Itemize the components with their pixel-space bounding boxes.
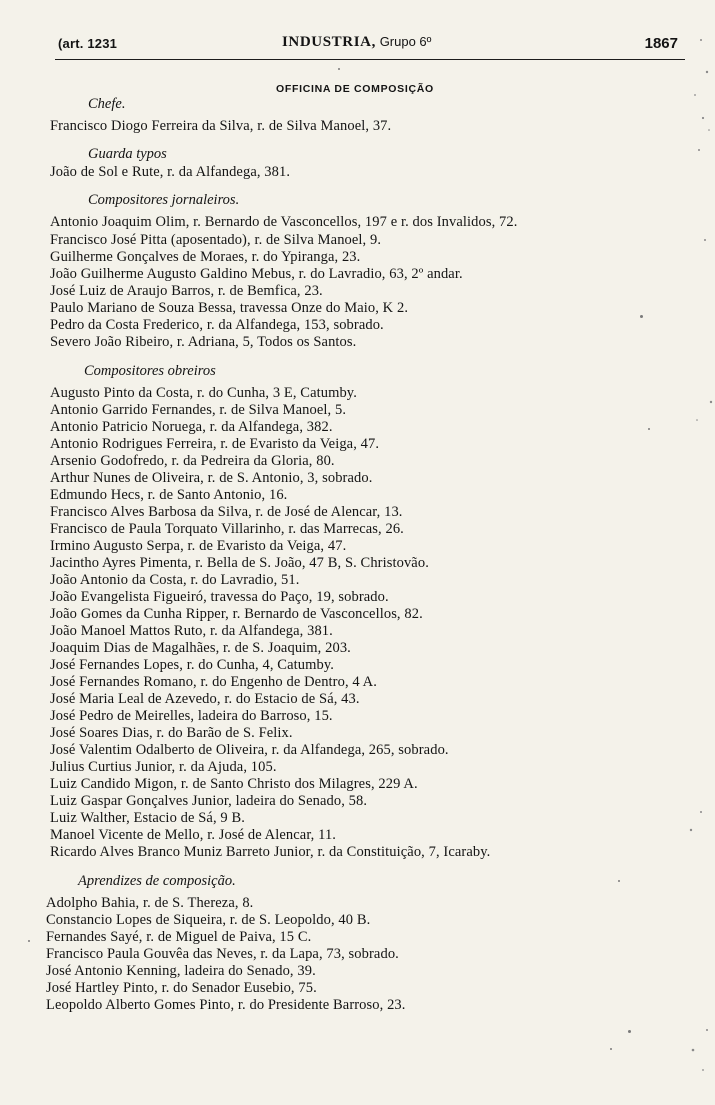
list-item: Arsenio Godofredo, r. da Pedreira da Gloria, 80.	[50, 453, 335, 469]
speck	[640, 315, 643, 318]
list-item: José Pedro de Meirelles, ladeira do Barroso, 15.	[50, 708, 333, 724]
list-item: Pedro da Costa Frederico, r. da Alfandega, 153, sobrado.	[50, 317, 384, 333]
section-heading-chefe: Chefe.	[88, 96, 126, 112]
list-item: Julius Curtius Junior, r. da Ajuda, 105.	[50, 759, 277, 775]
list-item: José Soares Dias, r. do Barão de S. Felix.	[50, 725, 293, 741]
list-item: João de Sol e Rute, r. da Alfandega, 381.	[50, 164, 291, 180]
list-item: Francisco José Pitta (aposentado), r. de Silva Manoel, 9.	[50, 232, 382, 248]
list-item: Luiz Walther, Estacio de Sá, 9 B.	[50, 810, 245, 826]
speck	[338, 68, 340, 70]
list-item: José Antonio Kenning, ladeira do Senado, 39.	[46, 963, 316, 979]
list-item: João Gomes da Cunha Ripper, r. Bernardo de Vasconcellos, 82.	[50, 606, 423, 622]
list-item: João Evangelista Figueiró, travessa do Paço, 19, sobrado.	[50, 589, 389, 605]
list-item: José Hartley Pinto, r. do Senador Eusebio, 75.	[46, 980, 317, 996]
scan-edge-noise	[681, 0, 715, 1105]
speck	[618, 880, 620, 882]
speck	[610, 1048, 612, 1050]
list-item: José Fernandes Romano, r. do Engenho de Dentro, 4 A.	[50, 674, 377, 690]
section-heading-aprendizes: Aprendizes de composição.	[78, 873, 236, 889]
speck	[648, 428, 650, 430]
list-item: Arthur Nunes de Oliveira, r. de S. Antonio, 3, sobrado.	[50, 470, 373, 486]
list-item: Fernandes Sayé, r. de Miguel de Paiva, 15 C.	[46, 929, 312, 945]
list-item: Manoel Vicente de Mello, r. José de Alencar, 11.	[50, 827, 337, 843]
list-item: Joaquim Dias de Magalhães, r. de S. Joaquim, 203.	[50, 640, 351, 656]
list-item: José Valentim Odalberto de Oliveira, r. da Alfandega, 265, sobrado.	[50, 742, 449, 758]
list-item: José Fernandes Lopes, r. do Cunha, 4, Catumby.	[50, 657, 334, 673]
page-header	[50, 34, 682, 54]
section-heading-guarda-typos: Guarda typos	[88, 146, 167, 162]
list-item: José Maria Leal de Azevedo, r. do Estacio de Sá, 43.	[50, 691, 360, 707]
list-item: Augusto Pinto da Costa, r. do Cunha, 3 E, Catumby.	[50, 385, 357, 401]
list-item: Luiz Candido Migon, r. de Santo Christo dos Milagres, 229 A.	[50, 776, 418, 792]
list-item: Irmino Augusto Serpa, r. de Evaristo da Veiga, 47.	[50, 538, 347, 554]
page-number: 1867	[644, 35, 678, 52]
list-item: Francisco de Paula Torquato Villarinho, r. das Marrecas, 26.	[50, 521, 404, 537]
list-item: Antonio Patricio Noruega, r. da Alfandega, 382.	[50, 419, 333, 435]
list-item: Antonio Garrido Fernandes, r. de Silva Manoel, 5.	[50, 402, 347, 418]
list-item: Constancio Lopes de Siqueira, r. de S. Leopoldo, 40 B.	[46, 912, 371, 928]
list-item: Francisco Diogo Ferreira da Silva, r. de Silva Manoel, 37.	[50, 118, 392, 134]
header-article-ref: (art. 1231	[58, 36, 118, 51]
list-item: Edmundo Hecs, r. de Santo Antonio, 16.	[50, 487, 288, 503]
header-rule	[55, 59, 685, 60]
list-item: Luiz Gaspar Gonçalves Junior, ladeira do Senado, 58.	[50, 793, 368, 809]
list-item: João Manoel Mattos Ruto, r. da Alfandega, 381.	[50, 623, 333, 639]
header-publication: INDUSTRIA,	[282, 34, 376, 50]
list-item: Adolpho Bahia, r. de S. Thereza, 8.	[46, 895, 254, 911]
speck	[28, 940, 30, 942]
list-item: Francisco Paula Gouvêa das Neves, r. da Lapa, 73, sobrado.	[46, 946, 399, 962]
list-item: Francisco Alves Barbosa da Silva, r. de José de Alencar, 13.	[50, 504, 403, 520]
list-item: Antonio Joaquim Olim, r. Bernardo de Vasconcellos, 197 e r. dos Invalidos, 72.	[50, 214, 518, 230]
header-title	[282, 34, 431, 51]
list-item: Guilherme Gonçalves de Moraes, r. do Ypiranga, 23.	[50, 249, 361, 265]
section-heading-compositores-obreiros: Compositores obreiros	[84, 363, 216, 379]
list-item: Ricardo Alves Branco Muniz Barreto Junior, r. da Constituição, 7, Icaraby.	[50, 844, 491, 860]
office-title: OFFICINA DE COMPOSIÇÃO	[276, 83, 434, 95]
list-item: Jacintho Ayres Pimenta, r. Bella de S. João, 47 B, S. Christovão.	[50, 555, 429, 571]
header-group: Grupo 6º	[379, 34, 432, 49]
list-item: João Guilherme Augusto Galdino Mebus, r. do Lavradio, 63, 2º andar.	[50, 266, 463, 282]
speck	[628, 1030, 631, 1033]
list-item: Paulo Mariano de Souza Bessa, travessa Onze do Maio, K 2.	[50, 300, 409, 316]
list-item: João Antonio da Costa, r. do Lavradio, 51.	[50, 572, 300, 588]
list-item: Antonio Rodrigues Ferreira, r. de Evaristo da Veiga, 47.	[50, 436, 380, 452]
list-item: Leopoldo Alberto Gomes Pinto, r. do Presidente Barroso, 23.	[46, 997, 406, 1013]
list-item: Severo João Ribeiro, r. Adriana, 5, Todos os Santos.	[50, 334, 357, 350]
list-item: José Luiz de Araujo Barros, r. de Bemfica, 23.	[50, 283, 323, 299]
section-heading-compositores-jornaleiros: Compositores jornaleiros.	[88, 192, 240, 208]
